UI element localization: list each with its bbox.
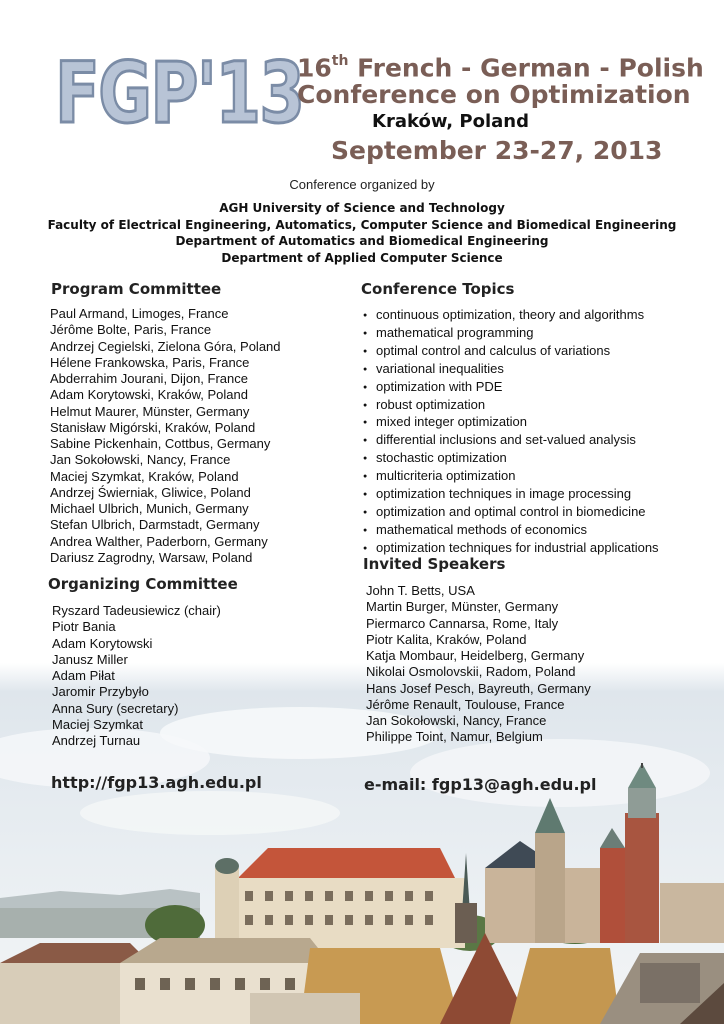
topic-item: ● robust optimization [363, 397, 659, 415]
topic-item: ● stochastic optimization [363, 450, 659, 468]
fgp13-logo: FGP'13 [55, 44, 304, 142]
speaker-item: Piotr Kalita, Kraków, Poland [366, 631, 527, 647]
topics-list [363, 307, 659, 558]
speaker-item: Piermarco Cannarsa, Rome, Italy [366, 615, 559, 631]
topic-item: ● differential inclusions and set-valued analysis [363, 432, 659, 450]
speaker-item: Hans Josef Pesch, Bayreuth, Germany [366, 680, 591, 696]
speaker-item: Nikolai Osmolovskii, Radom, Poland [366, 664, 576, 680]
email-link[interactable]: e-mail: fgp13@agh.edu.pl [364, 775, 597, 794]
organizer-item: Faculty of Electrical Engineering, Automatics, Computer Science and Biomedical Engineering [47, 217, 677, 232]
organizer-member: Adam Korytowski [52, 635, 153, 651]
organizer-item: Department of Automatics and Biomedical Engineering [175, 234, 549, 248]
committee-member: Stanisław Migórski, Kraków, Poland [50, 419, 256, 435]
organizer-member: Ryszard Tadeusiewicz (chair) [52, 603, 221, 618]
committee-member: Abderrahim Jourani, Dijon, France [50, 371, 248, 386]
committee-member: Jérôme Bolte, Paris, France [50, 322, 212, 338]
committee-member: Helmut Maurer, Münster, Germany [50, 403, 250, 419]
website-link[interactable]: http://fgp13.agh.edu.pl [51, 773, 262, 792]
organizer-member: Janusz Miller [52, 651, 128, 667]
organizer-member: Piotr Bania [52, 619, 116, 635]
organizer-item: AGH University of Science and Technology [219, 201, 505, 215]
topic-item: ● optimization and optimal control in biomedicine [363, 504, 659, 522]
conference-dates: September 23-27, 2013 [331, 136, 663, 165]
title-line-2: Conference on Optimization [297, 80, 691, 110]
committee-member: Andrzej Świerniak, Gliwice, Poland [50, 484, 251, 500]
committee-member: Stefan Ulbrich, Darmstadt, Germany [50, 517, 260, 533]
topic-item: ● mathematical methods of economics [363, 522, 659, 540]
topic-item: ● mathematical programming [363, 325, 659, 343]
committee-member: Paul Armand, Limoges, France [50, 306, 229, 321]
topic-item: ● optimization techniques for industrial applications [363, 540, 659, 558]
topic-item: ● variational inequalities [363, 361, 659, 379]
organizers-list [0, 200, 724, 266]
organized-by-label: Conference organized by [289, 177, 435, 192]
invited-speakers-heading: Invited Speakers [363, 555, 506, 573]
topic-item: ● continuous optimization, theory and algorithms [363, 307, 659, 325]
speaker-item: Jérôme Renault, Toulouse, France [366, 696, 565, 712]
committee-member: Michael Ulbrich, Munich, Germany [50, 501, 249, 516]
committee-member: Andrea Walther, Paderborn, Germany [50, 533, 268, 549]
conference-title [297, 50, 704, 108]
organizer-member: Anna Sury (secretary) [52, 700, 179, 716]
speaker-item: Philippe Toint, Namur, Belgium [366, 729, 543, 745]
title-line-1 [297, 50, 704, 81]
organizer-member: Andrzej Turnau [52, 733, 141, 748]
committee-member: Andrzej Cegielski, Zielona Góra, Poland [50, 338, 281, 354]
speaker-item: Katja Mombaur, Heidelberg, Germany [366, 648, 585, 663]
topic-item: ● multicriteria optimization [363, 468, 659, 486]
organizer-member: Maciej Szymkat [52, 716, 144, 732]
speaker-item: Martin Burger, Münster, Germany [366, 599, 559, 615]
organizing-committee-heading: Organizing Committee [48, 575, 238, 593]
topic-item: ● optimization techniques in image processing [363, 486, 659, 504]
speaker-item: Jan Sokołowski, Nancy, France [366, 713, 547, 728]
topic-item: ● optimal control and calculus of variations [363, 343, 659, 361]
committee-member: Hélene Frankowska, Paris, France [50, 354, 250, 370]
organizer-item: Department of Applied Computer Science [221, 250, 503, 265]
speaker-item: John T. Betts, USA [366, 583, 475, 598]
committee-member: Dariusz Zagrodny, Warsaw, Poland [50, 549, 253, 565]
committee-member: Maciej Szymkat, Kraków, Poland [50, 468, 239, 484]
speakers-list [366, 583, 591, 746]
organizer-member: Jaromir Przybyło [52, 684, 149, 700]
conference-topics-heading: Conference Topics [361, 280, 515, 298]
edition-number: 16 [297, 53, 332, 83]
edition-suffix: th [331, 53, 349, 69]
topic-item: ● mixed integer optimization [363, 414, 659, 432]
program-committee-heading: Program Committee [51, 280, 222, 298]
committee-member: Adam Korytowski, Kraków, Poland [50, 387, 248, 403]
program-committee-list [50, 306, 281, 566]
topic-item: ● optimization with PDE [363, 379, 659, 397]
location: Kraków, Poland [372, 111, 529, 132]
committee-member: Sabine Pickenhain, Cottbus, Germany [50, 436, 271, 451]
committee-member: Jan Sokołowski, Nancy, France [50, 452, 231, 468]
organizing-committee-list [52, 603, 221, 749]
title-line-1-rest: French - German - Polish [348, 53, 704, 83]
organizer-member: Adam Piłat [52, 668, 115, 683]
